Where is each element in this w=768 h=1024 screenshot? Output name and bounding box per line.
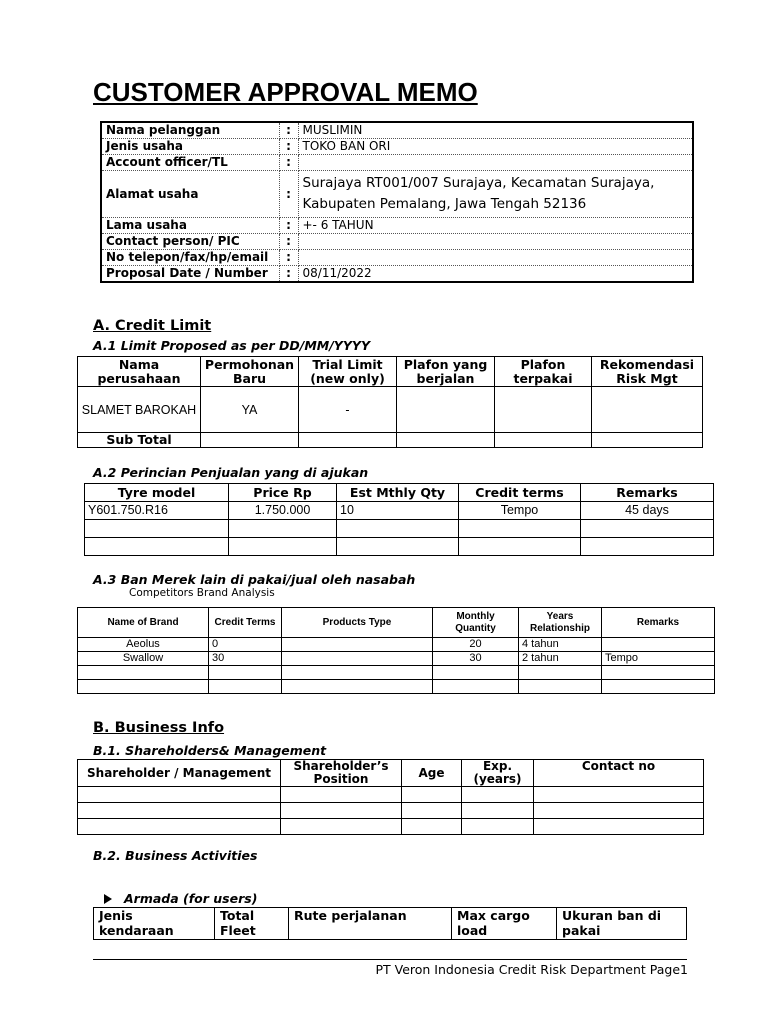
a2-heading: A.2 Perincian Penjualan yang di ajukan <box>93 465 369 480</box>
table-row <box>78 666 715 680</box>
table-cell <box>397 433 495 448</box>
arrow-bullet-icon <box>104 894 112 904</box>
table-header-row <box>94 908 687 940</box>
table-cell: 45 days <box>581 502 714 520</box>
table-cell <box>495 433 592 448</box>
table-cell: Aeolus <box>78 638 209 652</box>
table-header-row <box>78 760 704 787</box>
b2-heading: B.2. Business Activities <box>93 848 258 863</box>
customer-label: No telepon/fax/hp/email <box>101 250 279 266</box>
armada-heading-text: Armada (for users) <box>124 891 258 906</box>
memo-title: CUSTOMER APPROVAL MEMO <box>93 77 478 107</box>
customer-label: Alamat usaha <box>101 171 279 218</box>
customer-value <box>298 250 693 266</box>
customer-row <box>101 122 693 139</box>
b1-heading: B.1. Shareholders& Management <box>93 743 327 758</box>
customer-row <box>101 139 693 155</box>
a1-heading: A.1 Limit Proposed as per DD/MM/YYYY <box>93 338 371 353</box>
table-cell: 2 tahun <box>519 652 602 666</box>
table-row <box>85 538 714 556</box>
table-cell <box>534 819 704 835</box>
table-cell <box>592 433 703 448</box>
table-row <box>78 819 704 835</box>
table-cell <box>78 803 281 819</box>
a3-note: Competitors Brand Analysis <box>129 587 275 599</box>
table-cell <box>337 538 459 556</box>
section-a-heading: A. Credit Limit <box>93 318 212 334</box>
customer-label: Proposal Date / Number <box>101 266 279 283</box>
customer-info-table <box>100 121 694 283</box>
column-header: Max cargo load <box>452 908 557 940</box>
table-cell <box>602 680 715 694</box>
column-header: Shareholder / Management <box>78 760 281 787</box>
table-cell: 10 <box>337 502 459 520</box>
column-header: Price Rp <box>229 484 337 502</box>
table-cell <box>201 433 299 448</box>
table-cell <box>402 787 462 803</box>
table-cell: - <box>299 387 397 433</box>
customer-row <box>101 250 693 266</box>
credit-limit-table <box>77 356 703 448</box>
table-cell <box>337 520 459 538</box>
customer-value: TOKO BAN ORI <box>298 139 693 155</box>
table-cell <box>282 680 433 694</box>
table-row <box>85 502 714 520</box>
a3-heading: A.3 Ban Merek lain di pakai/jual oleh nasabah <box>93 572 416 587</box>
table-cell: 1.750.000 <box>229 502 337 520</box>
table-header-row <box>78 608 715 638</box>
table-cell <box>581 520 714 538</box>
column-header: Age <box>402 760 462 787</box>
table-header-row <box>85 484 714 502</box>
column-header: Credit Terms <box>209 608 282 638</box>
footer-divider <box>93 959 687 960</box>
column-header: Plafon terpakai <box>495 357 592 387</box>
column-header: Nama perusahaan <box>78 357 201 387</box>
table-cell <box>281 803 402 819</box>
table-cell <box>519 666 602 680</box>
subtotal-label: Sub Total <box>78 433 201 448</box>
table-cell <box>78 680 209 694</box>
table-header-row <box>78 357 703 387</box>
customer-value: 08/11/2022 <box>298 266 693 283</box>
table-cell <box>402 803 462 819</box>
table-row <box>78 787 704 803</box>
column-header: Shareholder’s Position <box>281 760 402 787</box>
column-header: Trial Limit (new only) <box>299 357 397 387</box>
colon: : <box>279 139 298 155</box>
armada-table <box>93 907 687 940</box>
table-cell <box>229 538 337 556</box>
customer-address-value: Surajaya RT001/007 Surajaya, Kecamatan Surajaya, Kabupaten Pemalang, Jawa Tengah 52136 <box>298 171 693 218</box>
customer-row <box>101 266 693 283</box>
table-cell <box>85 538 229 556</box>
table-cell <box>462 787 534 803</box>
column-header: Tyre model <box>85 484 229 502</box>
table-row <box>78 803 704 819</box>
customer-row <box>101 171 693 218</box>
table-cell: Tempo <box>602 652 715 666</box>
shareholders-table <box>77 759 704 835</box>
table-cell <box>462 819 534 835</box>
column-header: Plafon yang berjalan <box>397 357 495 387</box>
table-cell <box>519 680 602 694</box>
customer-row <box>101 155 693 171</box>
table-cell <box>581 538 714 556</box>
column-header: Monthly Quantity <box>433 608 519 638</box>
colon: : <box>279 218 298 234</box>
table-cell <box>281 819 402 835</box>
subtotal-row <box>78 433 703 448</box>
column-header: Rute perjalanan <box>289 908 452 940</box>
table-row <box>78 652 715 666</box>
column-header: Contact no <box>534 760 704 787</box>
column-header: Ukuran ban di pakai <box>557 908 687 940</box>
table-cell <box>78 787 281 803</box>
table-cell <box>299 433 397 448</box>
customer-value: +- 6 TAHUN <box>298 218 693 234</box>
customer-label: Contact person/ PIC <box>101 234 279 250</box>
table-row <box>78 638 715 652</box>
table-cell <box>602 638 715 652</box>
table-row <box>78 387 703 433</box>
table-cell: 30 <box>433 652 519 666</box>
table-cell <box>602 666 715 680</box>
column-header: Remarks <box>602 608 715 638</box>
table-cell: Y601.750.R16 <box>85 502 229 520</box>
table-cell <box>462 803 534 819</box>
table-cell <box>402 819 462 835</box>
table-cell: 30 <box>209 652 282 666</box>
colon: : <box>279 234 298 250</box>
customer-label: Lama usaha <box>101 218 279 234</box>
column-header: Credit terms <box>459 484 581 502</box>
table-cell <box>282 652 433 666</box>
customer-row <box>101 218 693 234</box>
table-cell <box>534 803 704 819</box>
table-cell <box>282 638 433 652</box>
table-cell <box>459 538 581 556</box>
column-header: Products Type <box>282 608 433 638</box>
table-cell <box>78 819 281 835</box>
sales-detail-table <box>84 483 714 556</box>
table-cell <box>85 520 229 538</box>
table-cell <box>459 520 581 538</box>
table-cell: 0 <box>209 638 282 652</box>
table-cell: YA <box>201 387 299 433</box>
colon: : <box>279 122 298 139</box>
table-cell <box>534 787 704 803</box>
customer-label: Jenis usaha <box>101 139 279 155</box>
column-header: Name of Brand <box>78 608 209 638</box>
armada-heading <box>104 891 257 906</box>
column-header: Total Fleet <box>215 908 289 940</box>
colon: : <box>279 155 298 171</box>
customer-value: MUSLIMIN <box>298 122 693 139</box>
column-header: Permohonan Baru <box>201 357 299 387</box>
table-cell: Swallow <box>78 652 209 666</box>
table-cell <box>78 666 209 680</box>
table-cell <box>209 666 282 680</box>
column-header: Remarks <box>581 484 714 502</box>
customer-row <box>101 234 693 250</box>
column-header: Jenis kendaraan <box>94 908 215 940</box>
table-cell <box>495 387 592 433</box>
table-cell: SLAMET BAROKAH <box>78 387 201 433</box>
table-cell: 20 <box>433 638 519 652</box>
table-cell <box>397 387 495 433</box>
table-cell: 4 tahun <box>519 638 602 652</box>
page-footer: PT Veron Indonesia Credit Risk Department Page1 <box>375 962 688 977</box>
competitor-brands-table <box>77 607 715 694</box>
table-cell <box>281 787 402 803</box>
table-cell <box>229 520 337 538</box>
colon: : <box>279 171 298 218</box>
colon: : <box>279 266 298 283</box>
table-row <box>85 520 714 538</box>
section-b-heading: B. Business Info <box>93 720 225 736</box>
customer-value <box>298 155 693 171</box>
table-cell <box>433 680 519 694</box>
column-header: Rekomendasi Risk Mgt <box>592 357 703 387</box>
table-cell <box>592 387 703 433</box>
column-header: Exp. (years) <box>462 760 534 787</box>
customer-label: Account officer/TL <box>101 155 279 171</box>
column-header: Est Mthly Qty <box>337 484 459 502</box>
table-row <box>78 680 715 694</box>
table-cell <box>433 666 519 680</box>
customer-value <box>298 234 693 250</box>
customer-label: Nama pelanggan <box>101 122 279 139</box>
table-cell: Tempo <box>459 502 581 520</box>
table-cell <box>282 666 433 680</box>
colon: : <box>279 250 298 266</box>
table-cell <box>209 680 282 694</box>
column-header: Years Relationship <box>519 608 602 638</box>
